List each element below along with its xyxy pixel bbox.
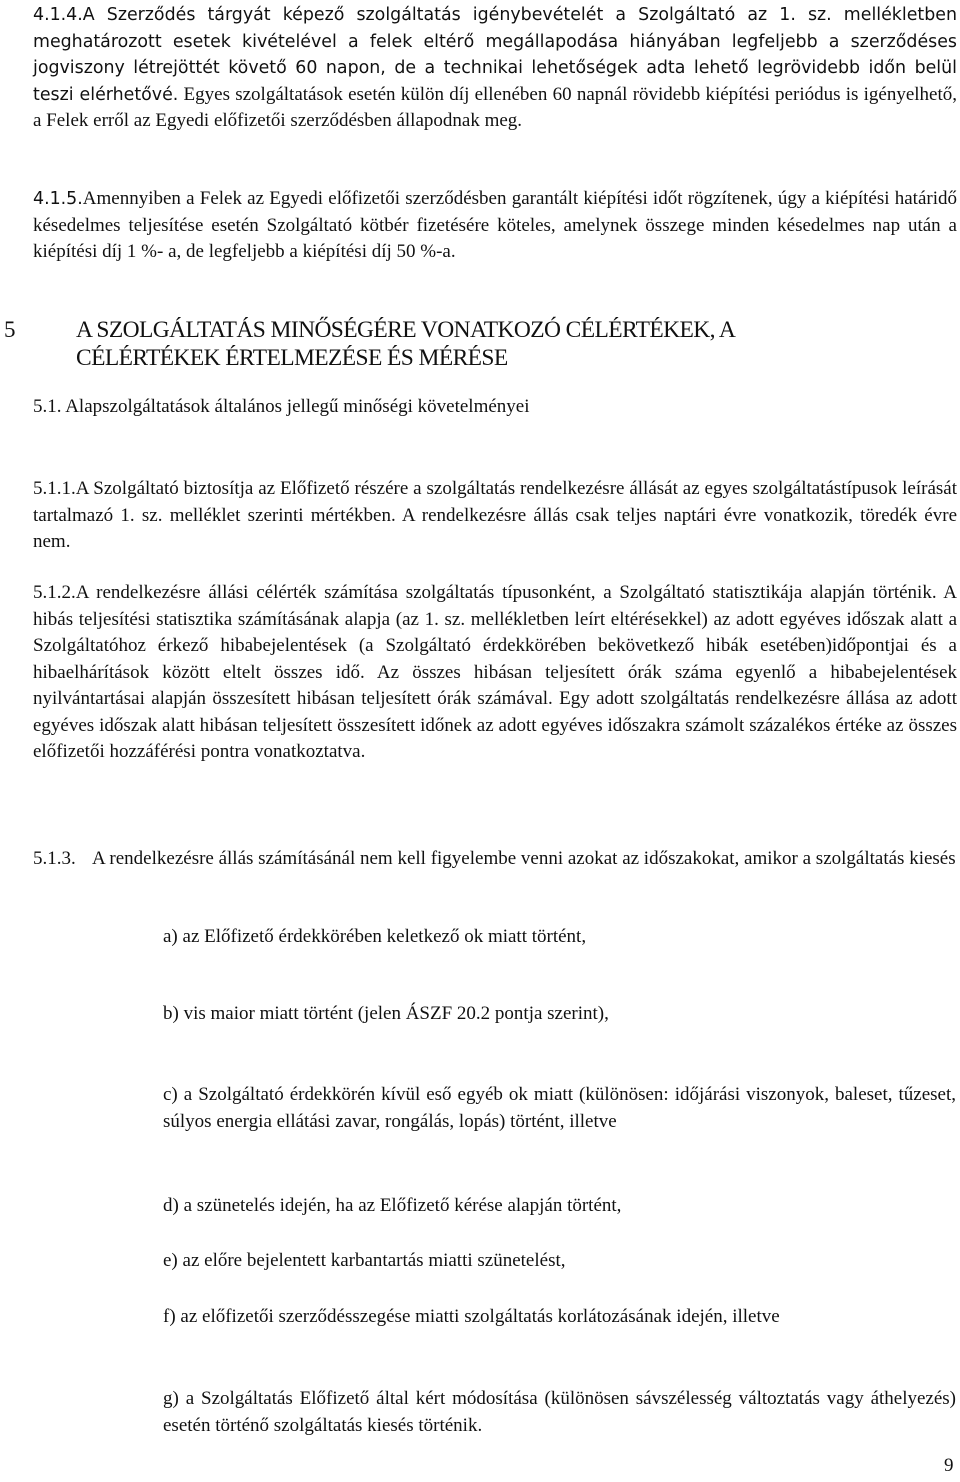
paragraph-5-1-1	[33, 476, 957, 556]
section-heading-line-2: CÉLÉRTÉKEK ÉRTELMEZÉSE ÉS MÉRÉSE	[76, 345, 508, 371]
paragraph-number: 5.1.3.	[33, 848, 76, 869]
list-item-f	[163, 1304, 956, 1331]
paragraph-text: A rendelkezésre állás számításánál nem kell figyelembe venni azokat az időszakokat, amikor a szolgáltatás kiesés	[92, 848, 956, 869]
list-item-e	[163, 1248, 956, 1275]
list-item-text: az előre bejelentett karbantartás miatti szünetelést,	[182, 1250, 566, 1271]
list-item-a	[163, 924, 956, 951]
paragraph-number: 5.1.1.	[33, 478, 76, 499]
section-number: 5	[4, 317, 16, 342]
paragraph-number: 4.1.5.	[33, 189, 83, 209]
paragraph-5-1-2	[33, 580, 957, 766]
paragraph-4-1-5	[33, 186, 957, 266]
list-item-g	[163, 1386, 956, 1439]
paragraph-5-1-3	[33, 846, 957, 873]
paragraph-4-1-4	[33, 2, 957, 135]
list-item-label: f)	[163, 1306, 176, 1327]
list-item-label: a)	[163, 926, 178, 947]
paragraph-text: Amennyiben a Felek az Egyedi előfizetői szerződésben garantált kiépítési időt rögzítenek, úgy a kiépítési határidő késedelmes teljesítése esetén Szolgáltató kötbér fizetésére köteles, amelynek összege minden késedelmes nap után a kiépítési díj 1 %- a, de legfeljebb a kiépítési díj 50 %-a.	[33, 188, 957, 262]
list-item-text: a Szolgáltatás Előfizető által kért módosítása (különösen sávszélesség változtatás vagy áthelyezés) esetén történő szolgáltatás kiesés történik.	[163, 1388, 957, 1436]
section-heading-line-1: A SZOLGÁLTATÁS MINŐSÉGÉRE VONATKOZÓ CÉLÉRTÉKEK, A	[76, 317, 736, 343]
list-item-label: e)	[163, 1250, 178, 1271]
subsection-heading-5-1: 5.1. Alapszolgáltatások általános jellegű minőségi követelményei	[33, 396, 530, 417]
list-item-text: a Szolgáltató érdekkörén kívül eső egyéb ok miatt (különösen: időjárási viszonyok, baleset, tűzeset, súlyos energia ellátási zavar, rongálás, lopás) történt, illetve	[163, 1084, 957, 1132]
paragraph-text: A Szolgáltató biztosítja az Előfizető részére a szolgáltatás rendelkezésre állását az egyes szolgáltatástípusok leírását tartalmazó 1. sz. melléklet szerinti mértékben. A rendelkezésre állás csak teljes naptári évre vonatkozik, töredék évre nem.	[33, 478, 957, 552]
list-item-text: az előfizetői szerződésszegése miatti szolgáltatás korlátozásának idején, illetve	[180, 1306, 780, 1327]
paragraph-number: 5.1.2.	[33, 582, 76, 603]
list-item-d	[163, 1193, 956, 1220]
list-item-label: d)	[163, 1195, 179, 1216]
list-item-b	[163, 1001, 956, 1028]
list-item-text: az Előfizető érdekkörében keletkező ok miatt történt,	[182, 926, 587, 947]
list-item-label: c)	[163, 1084, 178, 1105]
paragraph-number: 4.1.4.	[33, 5, 83, 25]
list-item-label: g)	[163, 1388, 179, 1409]
list-item-text: a szünetelés idején, ha az Előfizető kérése alapján történt,	[183, 1195, 622, 1216]
list-item-text: vis maior miatt történt (jelen ÁSZF 20.2 pontja szerint),	[183, 1003, 609, 1024]
page-number: 9	[944, 1455, 954, 1476]
list-item-label: b)	[163, 1003, 179, 1024]
list-item-c	[163, 1082, 956, 1135]
paragraph-text-continued: Egyes szolgáltatások esetén külön díj ellenében 60 napnál rövidebb kiépítési periódus is igényelhető, a Felek erről az Egyedi előfizetői szerződésben állapodnak meg.	[33, 83, 958, 131]
section-heading	[76, 316, 946, 372]
paragraph-text: A rendelkezésre állási célérték számítása szolgáltatás típusonként, a Szolgáltató statisztikája alapján történik. A hibás teljesítési statisztika számításának alapja (az 1. sz. mellékletben leírt eltérésekkel) az adott egyéves időszak alatt a Szolgáltatóhoz érkező hibabejelentések (a Szolgáltató érdekkörében bekövetkező hibák esetében)időpontjai és a hibaelhárítások között eltelt összes idő. Az összes hibásan teljesített órák száma egyenlő a hibabejelentések nyilvántartásai alapján összesített hibásan teljesített órák számával. Egy adott szolgáltatás rendelkezésre állása az adott egyéves időszak alatt hibásan teljesített összesített időnek az adott egyéves időszakra számolt százalékos értéke az összes előfizetői hozzáférési pontra vonatkoztatva.	[33, 582, 957, 762]
paragraph-text: A Szerződés tárgyát képező szolgáltatás igénybevételét a Szolgáltató az 1. sz. mellékletben meghatározott esetek kivételével a felek eltérő megállapodása hiányában legfeljebb a szerződéses jogviszony létrejöttét követő 60 napon, de a technikai lehetőségek adta lehető legrövidebb időn belül teszi elérhetővé.	[33, 5, 957, 105]
